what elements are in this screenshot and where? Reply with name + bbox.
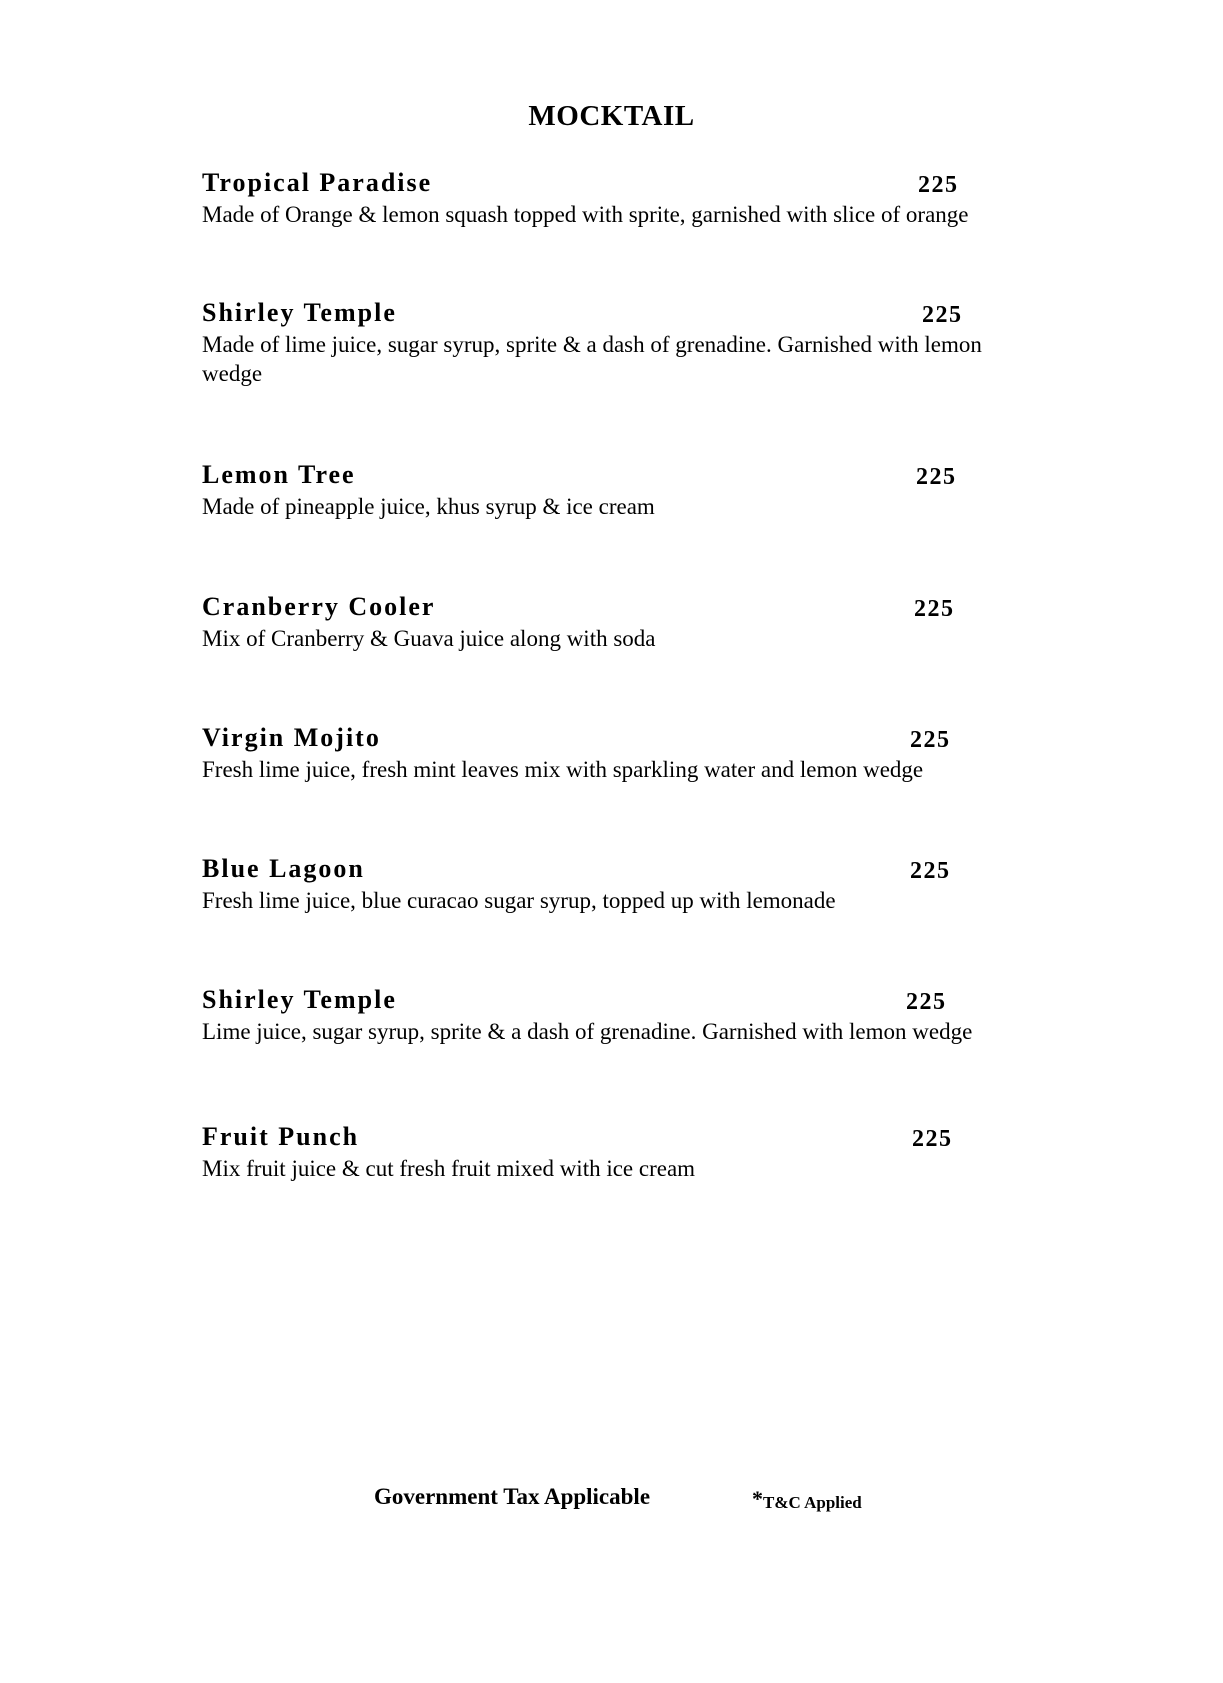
item-description: Made of lime juice, sugar syrup, sprite & a dash of grenadine. Garnished with lemon wedge	[202, 332, 982, 386]
menu-item	[202, 854, 1042, 915]
item-price: 225	[918, 172, 959, 198]
menu-item	[202, 1122, 1042, 1183]
menu-item	[202, 460, 1042, 521]
item-price: 225	[914, 596, 955, 622]
item-price: 225	[906, 989, 947, 1015]
item-name: Shirley Temple	[202, 985, 397, 1014]
item-name: Lemon Tree	[202, 460, 356, 489]
tax-note: Government Tax Applicable	[374, 1484, 651, 1509]
item-name: Shirley Temple	[202, 298, 397, 327]
page-title: MOCKTAIL	[528, 100, 695, 132]
item-price: 225	[910, 858, 951, 884]
item-description: Lime juice, sugar syrup, sprite & a dash of grenadine. Garnished with lemon wedge	[202, 1019, 973, 1044]
item-price: 225	[922, 302, 963, 328]
menu-item	[202, 723, 1042, 784]
item-description: Mix of Cranberry & Guava juice along with soda	[202, 626, 656, 651]
item-description: Mix fruit juice & cut fresh fruit mixed with ice cream	[202, 1156, 696, 1181]
item-description: Made of pineapple juice, khus syrup & ice cream	[202, 494, 655, 519]
item-name: Blue Lagoon	[202, 854, 365, 883]
item-name: Virgin Mojito	[202, 723, 381, 752]
item-description: Fresh lime juice, fresh mint leaves mix with sparkling water and lemon wedge	[202, 757, 924, 782]
item-price: 225	[912, 1126, 953, 1152]
menu-item	[202, 168, 1042, 229]
item-name: Cranberry Cooler	[202, 592, 436, 621]
item-price: 225	[916, 464, 957, 490]
item-price: 225	[910, 727, 951, 753]
item-name: Tropical Paradise	[202, 168, 433, 197]
item-name: Fruit Punch	[202, 1122, 360, 1151]
terms-asterisk: *	[752, 1486, 763, 1511]
item-description: Made of Orange & lemon squash topped with sprite, garnished with slice of orange	[202, 202, 969, 227]
menu-item	[202, 298, 1042, 388]
terms-note	[752, 1486, 862, 1513]
menu-item	[202, 592, 1042, 653]
menu-item	[202, 985, 1042, 1046]
terms-text: T&C Applied	[763, 1493, 862, 1512]
item-description: Fresh lime juice, blue curacao sugar syrup, topped up with lemonade	[202, 888, 836, 913]
